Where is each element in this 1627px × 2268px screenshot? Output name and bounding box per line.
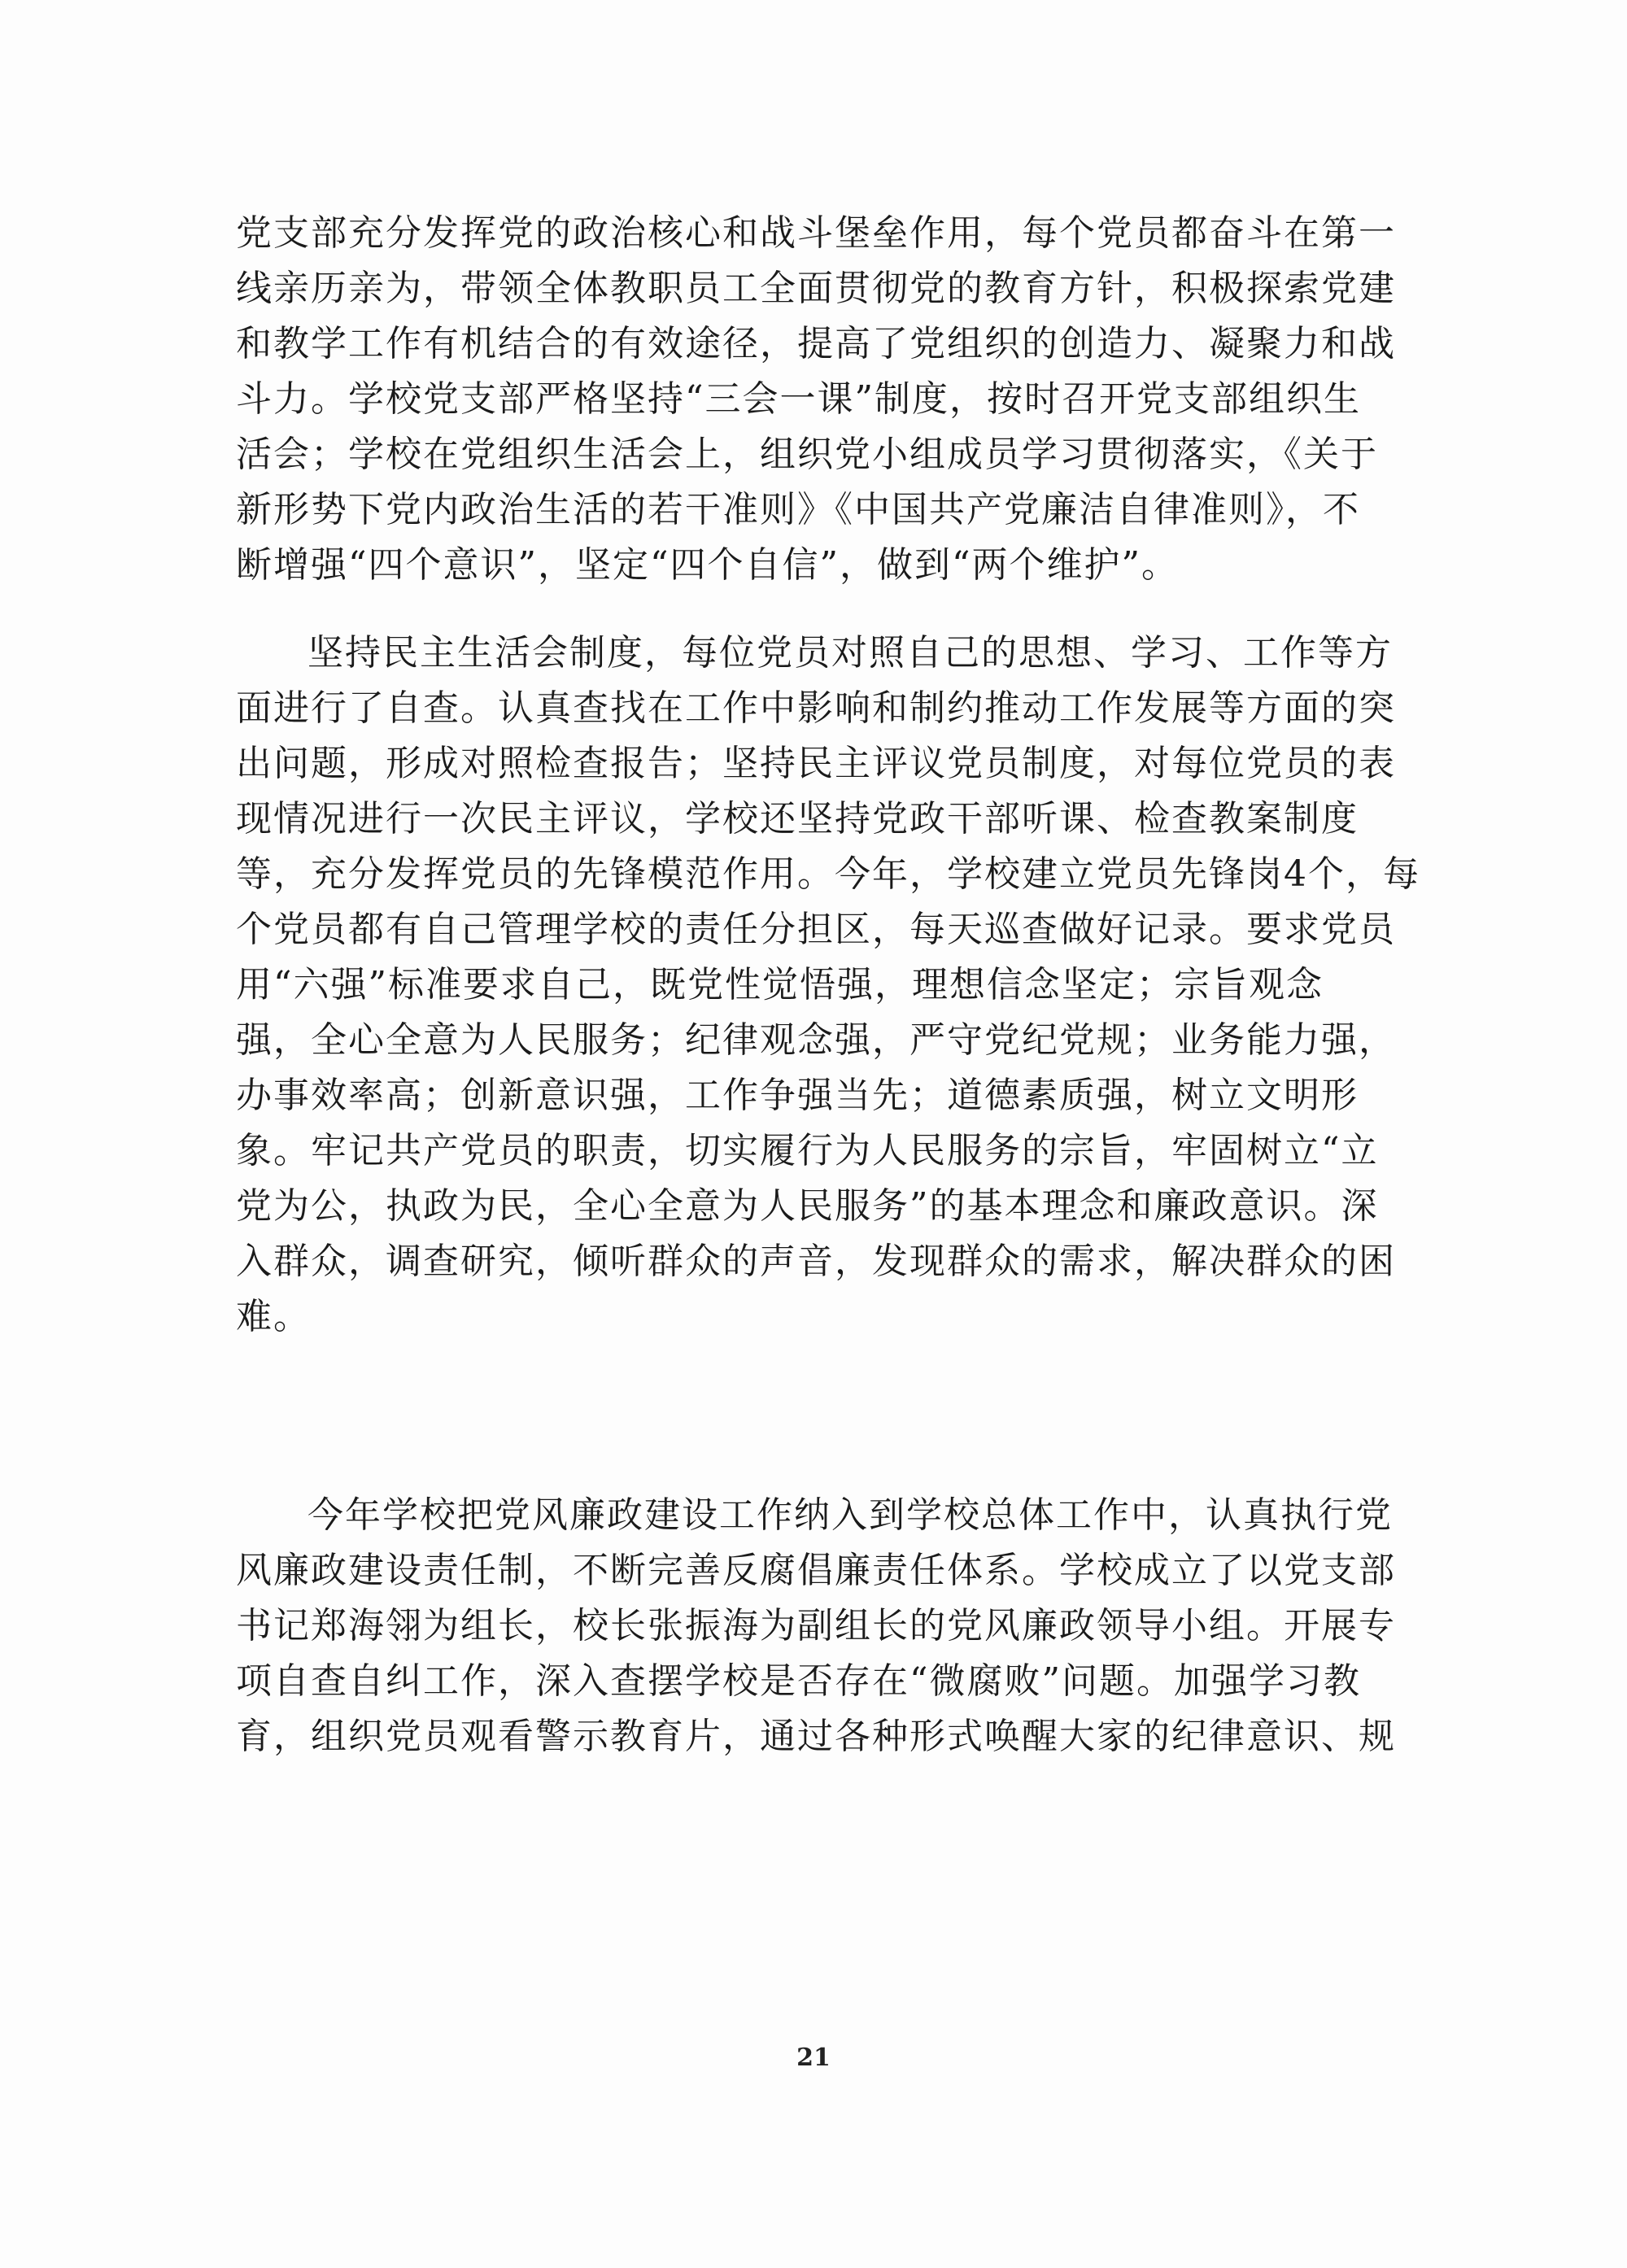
text-line: 个党员都有自己管理学校的责任分担区，每天巡查做好记录。要求党员 [236,909,1396,950]
page-number: 21 [796,2043,831,2072]
text-line: 现情况进行一次民主评议，学校还坚持党政干部听课、检查教案制度 [236,798,1359,840]
text-line [236,1345,1391,1400]
paragraph [236,626,1420,1455]
text-line: 面进行了自查。认真查找在工作中影响和制约推动工作发展等方面的突 [236,687,1396,729]
body-text [236,206,1420,1764]
paragraph [236,206,1396,593]
text-line: 等，充分发挥党员的先锋模范作用。今年，学校建立党员先锋岗4个，每 [236,853,1420,895]
text-line: 项自查自纠工作，深入查摆学校是否存在“微腐败”问题。加强学习教 [236,1660,1361,1702]
text-line: 和教学工作有机结合的有效途径，提高了党组织的创造力、凝聚力和战 [236,323,1396,364]
text-line: 书记郑海翎为组长，校长张振海为副组长的党风廉政领导小组。开展专 [236,1605,1396,1646]
text-line: 用“六强”标准要求自己，既党性觉悟强，理想信念坚定；宗旨观念 [236,964,1324,1005]
text-line: 坚持民主生活会制度，每位党员对照自己的思想、学习、工作等方 [308,632,1393,674]
text-line [236,1400,1391,1455]
text-line: 党支部充分发挥党的政治核心和战斗堡垒作用，每个党员都奋斗在第一 [236,212,1396,254]
text-line: 象。牢记共产党员的职责，切实履行为人民服务的宗旨，牢固树立“立 [236,1130,1379,1171]
text-line: 育，组织党员观看警示教育片，通过各种形式唤醒大家的纪律意识、规 [236,1716,1396,1757]
text-line: 强，全心全意为人民服务；纪律观念强，严守党纪党规；业务能力强， [236,1019,1396,1061]
text-line: 出问题，形成对照检查报告；坚持民主评议党员制度，对每位党员的表 [236,743,1396,784]
text-line: 党为公，执政为民，全心全意为人民服务”的基本理念和廉政意识。深 [236,1185,1379,1227]
text-line: 新形势下党内政治生活的若干准则》《中国共产党廉洁自律准则》，不 [236,489,1360,530]
text-line: 今年学校把党风廉政建设工作纳入到学校总体工作中，认真执行党 [308,1494,1393,1536]
text-line: 风廉政建设责任制，不断完善反腐倡廉责任体系。学校成立了以党支部 [236,1550,1396,1591]
text-line: 难。 [236,1296,311,1337]
text-line: 入群众，调查研究，倾听群众的声音，发现群众的需求，解决群众的困 [236,1241,1396,1282]
text-line: 活会；学校在党组织生活会上，组织党小组成员学习贯彻落实，《关于 [236,434,1378,475]
text-line: 线亲历亲为，带领全体教职员工全面贯彻党的教育方针，积极探索党建 [236,268,1396,309]
paragraph [236,1488,1396,1764]
text-line: 办事效率高；创新意识强，工作争强当先；道德素质强，树立文明形 [236,1075,1359,1116]
text-line: 斗力。学校党支部严格坚持“三会一课”制度，按时召开党支部组织生 [236,378,1361,420]
text-line: 断增强“四个意识”，坚定“四个自信”，做到“两个维护”。 [236,544,1179,586]
